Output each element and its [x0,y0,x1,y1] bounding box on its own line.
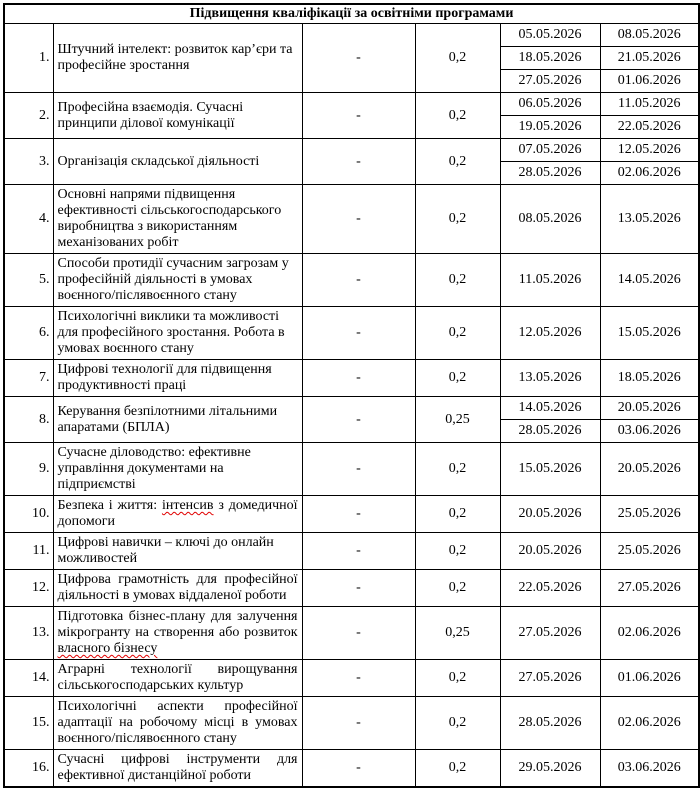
table-row [4,93,699,116]
qualification-programs-table [3,3,700,788]
row-number-cell: 10. [4,496,53,533]
program-name-cell [53,496,302,533]
dash-cell: - [302,607,415,660]
dash-cell: - [302,697,415,750]
dash-cell: - [302,139,415,185]
start-date-cell: 15.05.2026 [500,443,600,496]
row-number-cell: 4. [4,185,53,254]
program-name-text: Основні напрями підвищення ефективності сільськогосподарського виробництва з використанням механізованих робіт [57,187,282,250]
credit-value-cell: 0,2 [415,660,500,697]
table-title: Підвищення кваліфікації за освітніми програмами [4,4,699,24]
table-row [4,254,699,307]
end-date-cell: 21.05.2026 [600,47,699,70]
start-date-cell: 06.05.2026 [500,93,600,116]
row-number-cell: 1. [4,24,53,93]
table-row [4,397,699,420]
misspelled-text: власного бізнесу [57,641,158,656]
table-row [4,24,699,47]
row-number-cell: 9. [4,443,53,496]
end-date-cell: 12.05.2026 [600,139,699,162]
end-date-cell: 03.06.2026 [600,750,699,788]
program-name-text: Цифрова грамотність для професійної діяльності в умовах віддаленої роботи [57,572,298,603]
start-date-cell: 13.05.2026 [500,360,600,397]
row-number-cell: 8. [4,397,53,443]
end-date-cell: 02.06.2026 [600,697,699,750]
table-row [4,697,699,750]
dash-cell: - [302,307,415,360]
end-date-cell: 20.05.2026 [600,443,699,496]
dash-cell: - [302,397,415,443]
program-name-cell [53,93,302,139]
program-name-cell [53,185,302,254]
table-body [4,24,699,788]
end-date-cell: 15.05.2026 [600,307,699,360]
start-date-cell: 19.05.2026 [500,116,600,139]
end-date-cell: 11.05.2026 [600,93,699,116]
start-date-cell: 29.05.2026 [500,750,600,788]
program-name-cell [53,254,302,307]
program-name-cell [53,570,302,607]
row-number-cell: 12. [4,570,53,607]
table-row [4,443,699,496]
program-name-cell [53,697,302,750]
program-name-text: Психологічні аспекти професійної адаптації на робочому місці в умовах воєнного/післявоєнного стану [57,699,298,746]
credit-value-cell: 0,2 [415,697,500,750]
program-name-text: з домедичної допомоги [57,498,298,529]
end-date-cell: 20.05.2026 [600,397,699,420]
dash-cell: - [302,660,415,697]
program-name-text: Підготовка бізнес-плану для залучення мікрогранту на створення або розвиток [57,609,298,640]
end-date-cell: 25.05.2026 [600,533,699,570]
program-name-cell [53,660,302,697]
end-date-cell: 18.05.2026 [600,360,699,397]
dash-cell: - [302,570,415,607]
program-name-text: Аграрні технології вирощування сільськогосподарських культур [57,662,298,693]
program-name-cell [53,533,302,570]
start-date-cell: 07.05.2026 [500,139,600,162]
credit-value-cell: 0,2 [415,496,500,533]
start-date-cell: 14.05.2026 [500,397,600,420]
credit-value-cell: 0,25 [415,607,500,660]
misspelled-text: інтенсив [161,498,214,513]
program-name-cell [53,360,302,397]
program-name-text: Організація складської діяльності [57,153,260,169]
dash-cell: - [302,254,415,307]
end-date-cell: 02.06.2026 [600,162,699,185]
start-date-cell: 28.05.2026 [500,420,600,443]
dash-cell: - [302,750,415,788]
dash-cell: - [302,443,415,496]
program-name-text: Психологічні виклики та можливості для професійного зростання. Робота в умовах воєнного стану [57,309,285,356]
credit-value-cell: 0,2 [415,360,500,397]
start-date-cell: 11.05.2026 [500,254,600,307]
start-date-cell: 28.05.2026 [500,162,600,185]
end-date-cell: 22.05.2026 [600,116,699,139]
row-number-cell: 16. [4,750,53,788]
end-date-cell: 25.05.2026 [600,496,699,533]
program-name-text: Способи протидії сучасним загрозам у професійній діяльності в умовах воєнного/післявоєнного стану [57,256,289,303]
program-name-text: Цифрові технології для підвищення продуктивності праці [57,362,272,393]
row-number-cell: 13. [4,607,53,660]
row-number-cell: 2. [4,93,53,139]
end-date-cell: 13.05.2026 [600,185,699,254]
table-row [4,533,699,570]
credit-value-cell: 0,2 [415,139,500,185]
dash-cell: - [302,360,415,397]
credit-value-cell: 0,2 [415,533,500,570]
end-date-cell: 08.05.2026 [600,24,699,47]
table-row [4,139,699,162]
table-row [4,607,699,660]
credit-value-cell: 0,2 [415,254,500,307]
program-name-cell [53,24,302,93]
end-date-cell: 02.06.2026 [600,607,699,660]
start-date-cell: 18.05.2026 [500,47,600,70]
row-number-cell: 11. [4,533,53,570]
program-name-text: Безпека і життя: [57,498,162,513]
start-date-cell: 20.05.2026 [500,496,600,533]
start-date-cell: 08.05.2026 [500,185,600,254]
table-row [4,307,699,360]
start-date-cell: 22.05.2026 [500,570,600,607]
dash-cell: - [302,185,415,254]
dash-cell: - [302,496,415,533]
table-row [4,496,699,533]
program-name-cell [53,139,302,185]
credit-value-cell: 0,2 [415,570,500,607]
row-number-cell: 3. [4,139,53,185]
credit-value-cell: 0,2 [415,185,500,254]
program-name-text: Цифрові навички – ключі до онлайн можливостей [57,535,274,566]
table-row [4,750,699,788]
dash-cell: - [302,24,415,93]
end-date-cell: 03.06.2026 [600,420,699,443]
table-row [4,185,699,254]
table-row [4,570,699,607]
program-name-cell [53,750,302,788]
start-date-cell: 20.05.2026 [500,533,600,570]
row-number-cell: 15. [4,697,53,750]
dash-cell: - [302,533,415,570]
start-date-cell: 27.05.2026 [500,660,600,697]
row-number-cell: 5. [4,254,53,307]
credit-value-cell: 0,2 [415,24,500,93]
dash-cell: - [302,93,415,139]
start-date-cell: 05.05.2026 [500,24,600,47]
program-name-text: Професійна взаємодія. Сучасні принципи ділової комунікації [57,99,244,131]
credit-value-cell: 0,25 [415,397,500,443]
row-number-cell: 7. [4,360,53,397]
end-date-cell: 01.06.2026 [600,660,699,697]
program-name-cell [53,397,302,443]
end-date-cell: 01.06.2026 [600,70,699,93]
start-date-cell: 27.05.2026 [500,607,600,660]
start-date-cell: 12.05.2026 [500,307,600,360]
program-name-text: Керування безпілотними літальними апаратами (БПЛА) [57,403,278,435]
row-number-cell: 6. [4,307,53,360]
program-name-cell [53,443,302,496]
start-date-cell: 27.05.2026 [500,70,600,93]
credit-value-cell: 0,2 [415,750,500,788]
credit-value-cell: 0,2 [415,443,500,496]
credit-value-cell: 0,2 [415,93,500,139]
credit-value-cell: 0,2 [415,307,500,360]
program-name-cell [53,307,302,360]
table-row [4,360,699,397]
end-date-cell: 14.05.2026 [600,254,699,307]
start-date-cell: 28.05.2026 [500,697,600,750]
program-name-text: Сучасне діловодство: ефективне управління документами на підприємстві [57,445,251,492]
table-title-row [4,4,699,24]
program-name-cell [53,607,302,660]
table-row [4,660,699,697]
end-date-cell: 27.05.2026 [600,570,699,607]
program-name-text: Сучасні цифрові інструменти для ефективної дистанційної роботи [57,752,298,783]
row-number-cell: 14. [4,660,53,697]
program-name-text: Штучний інтелект: розвиток кар’єри та професійне зростання [57,42,293,73]
